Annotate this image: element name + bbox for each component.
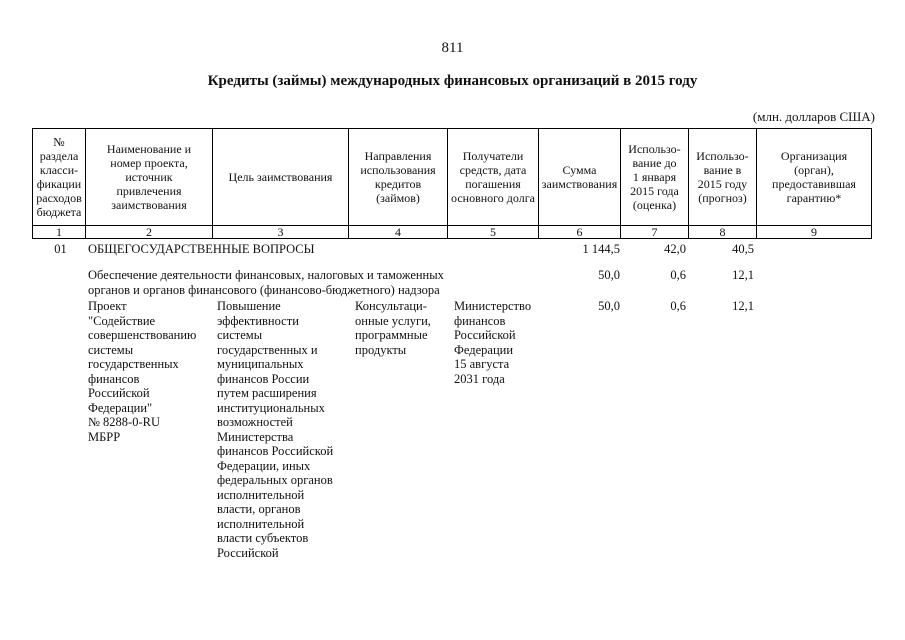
page-number: 811 xyxy=(441,40,464,56)
column-header-sum: Сумма заимствования xyxy=(539,129,621,226)
column-number: 8 xyxy=(689,226,757,239)
column-number: 3 xyxy=(213,226,349,239)
column-number: 1 xyxy=(33,226,86,239)
column-number: 6 xyxy=(539,226,621,239)
section-code: 01 xyxy=(54,242,67,256)
units-note: (млн. долларов США) xyxy=(752,109,875,124)
page-title: Кредиты (займы) международных финансовых организаций в 2015 году xyxy=(207,73,698,89)
column-header-used-before: Использо- вание до 1 января 2015 года (оценка) xyxy=(621,129,689,226)
project-used-before: 0,6 xyxy=(670,299,686,313)
subsection-sum: 50,0 xyxy=(598,268,620,282)
project-used-2015: 12,1 xyxy=(732,299,754,313)
section-name: ОБЩЕГОСУДАРСТВЕННЫЕ ВОПРОСЫ xyxy=(88,242,315,256)
project-purpose: Повышение эффективности системы государственных и муниципальных финансов России путем расширения институциональных возможностей Министерства финансов Российской Федерации, иных федеральных органов исполнительной власти, органов исполнительной власти субъектов Российской xyxy=(217,299,334,560)
column-number: 4 xyxy=(349,226,448,239)
column-header-used-2015: Использо- вание в 2015 году (прогноз) xyxy=(689,129,757,226)
subsection-used-before: 0,6 xyxy=(670,268,686,282)
table-header xyxy=(32,128,872,239)
column-number: 2 xyxy=(86,226,213,239)
project-sum: 50,0 xyxy=(598,299,620,313)
subsection-used-2015: 12,1 xyxy=(732,268,754,282)
column-header-purpose: Цель заимствования xyxy=(213,129,349,226)
column-number: 5 xyxy=(448,226,539,239)
column-number: 9 xyxy=(757,226,872,239)
column-header-directions: Направления использования кредитов (займов) xyxy=(349,129,448,226)
column-header-project-name: Наименование и номер проекта, источник привлечения заимствования xyxy=(86,129,213,226)
column-header-section-code: № раздела класси- фикации расходов бюджета xyxy=(33,129,86,226)
project-recipient: Министерство финансов Российской Федерации 15 августа 2031 года xyxy=(454,299,532,386)
subsection-name: Обеспечение деятельности финансовых, налоговых и таможенных органов и органов финансового (финансово-бюджетного) надзора xyxy=(88,268,444,297)
project-directions: Консультаци- онные услуги, программные продукты xyxy=(355,299,431,357)
project-name: Проект "Содействие совершенствованию системы государственных финансов Российской Федерации" № 8288-0-RU МБРР xyxy=(88,299,197,444)
column-header-recipients: Получатели средств, дата погашения основного долга xyxy=(448,129,539,226)
section-sum: 1 144,5 xyxy=(582,242,620,256)
section-used-before: 42,0 xyxy=(664,242,686,256)
section-used-2015: 40,5 xyxy=(732,242,754,256)
column-header-guarantor: Организация (орган), предоставившая гарантию* xyxy=(757,129,872,226)
column-number: 7 xyxy=(621,226,689,239)
